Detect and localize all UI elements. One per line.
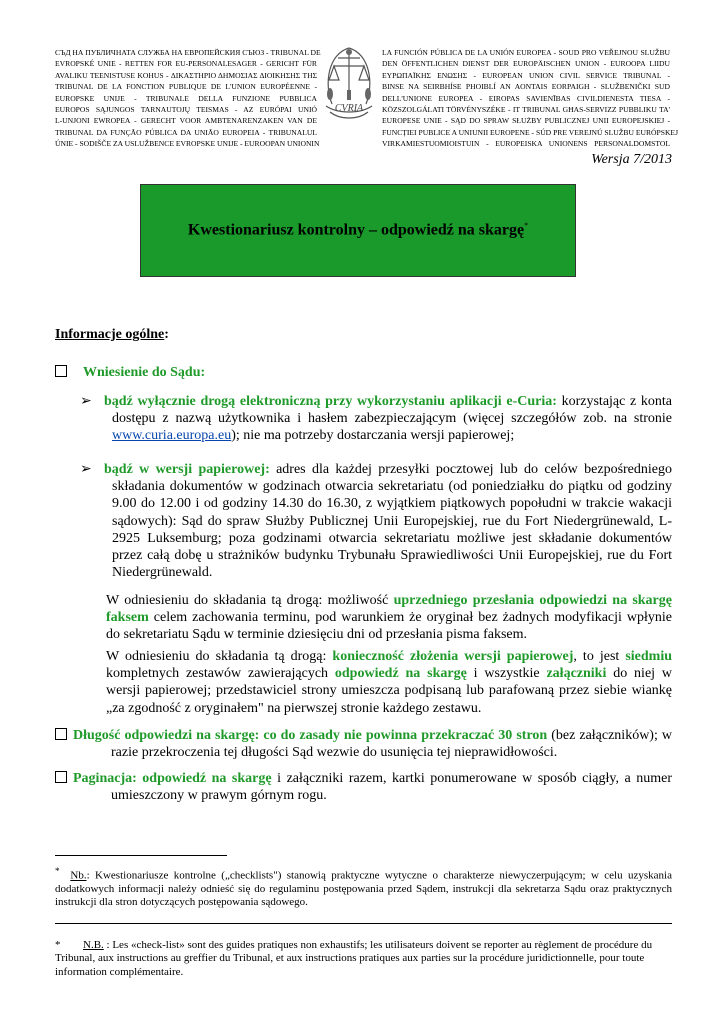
section-heading-text: Informacje ogólne [55,327,165,342]
option-electronic-dash: - [512,394,518,409]
paper-highlight-2: siedmiu [625,649,672,664]
court-names-left [55,47,321,150]
court-name-line: FUNCȚIEI PUBLICE A UNIUNII EUROPENE - SÚD PRE VEREJNÚ SLUŽBU EURÓPSKEJ [382,127,679,137]
option-electronic-text: korzystając z konta dostępu z nazwą użytkownika i hasłem zabezpieczającym (więcej szczegółów zob. na stronie [112,394,673,427]
paper-highlight-4: załączniki [546,666,607,682]
item-pagination [55,770,672,804]
option-paper [104,461,672,581]
item-length-highlight: Długość odpowiedzi na skargę: co do zasady nie powinna przekraczać 30 stron [73,728,548,743]
paper-highlight-3: odpowiedź na skargę [334,666,467,682]
emblem-text: CVRIA [334,103,364,114]
option-electronic-lead: bądź wyłącznie drogą elektroniczną przy wykorzystaniu aplikacji e [104,394,513,409]
footnote-divider [55,855,227,856]
paper-text-3: kompletnych zestawów zawierających [106,666,335,682]
item-length-text: (bez załączników); w razie przekroczenia tej długości Sąd wezwie do usunięcia tej nieprawidłowości. [111,728,673,761]
court-name-line: TRIBUNAL DE LA FONCTION PUBLIQUE DE L'UNION EUROPÉENNE - [55,82,317,92]
section-heading-colon: : [164,327,169,342]
paper-copies-paragraph [106,648,672,717]
court-name-line: EUROPSKE UNIJE - TRIBUNALE DELLA FUNZIONE PUBBLICA [55,93,317,103]
section-heading [55,326,169,343]
court-name-line: KÖZSZOLGÁLATI TÖRVÉNYSZÉKE - IT TRIBUNAL GĦAS-SERVIZZ PUBBLIKU TA' [382,105,670,115]
court-name-line: EUROPESE UNIE - SĄD DO SPRAW SŁUŻBY PUBLICZNEJ UNII EUROPEJSKIEJ - [382,116,670,126]
fax-highlight: uprzedniego przesłania odpowiedzi na skargę faksem [106,593,672,626]
item-pagination-highlight: Paginacja: odpowiedź na skargę [73,771,272,786]
footnote-label: Nb. [70,869,87,882]
court-name-line: EUROPOS SĄJUNGOS TARNAUTOJŲ TEISMAS - AZ EURÓPAI UNIÓ [55,105,317,115]
court-name-line: BINSE NA SEIRBHÍSE PHOIBLÍ AN AONTAIS EORPAIGH - SLUŽBENIČKI SUD [382,82,670,92]
item-filing [55,364,205,381]
option-electronic-lead2: Curia: [517,394,557,409]
fax-text-1: W odniesieniu do składania tą drogą: możliwość [106,593,394,608]
footnote-polish [55,865,672,910]
version-label: Wersja 7/2013 [591,152,672,167]
option-paper-text: adres dla każdej przesyłki pocztowej lub do celów bezpośredniego składania dokumentów w godzinach otwarcia sekretariatu (od poniedziałku do piątku od godziny 9.00 do 12.00 i od godziny 14.30 do 16.30, z wyjątkiem piątkowych popołudni w trakcie wakacji sądowych): Sąd do spraw Służby Publicznej Unii Europejskiej, rue du Fort Niedergrünewald, L-2925 Luksemburg; poza godzinami otwarcia sekretariatu możliwe jest składanie dokumentów przez całą dobę u strażników budynku Trybunału Sprawiedliwości Unii Europejskiej, rue du Fort Niedergrünewald. [112,462,672,581]
footnote-french [55,939,672,979]
court-name-line: VIRKAMIESTUOMIOISTUIN - EUROPEISKA UNIONENS PERSONALDOMSTOL [382,139,670,149]
arrow-bullet-icon: ➢ [80,462,92,477]
fax-paragraph [106,592,672,644]
footnote-fr-text: : Les «check-list» sont des guides pratiques non exhaustifs; les utilisateurs doivent se reporter au règlement de procédure du Tribunal, aux instructions au greffier du Tribunal, et aux instructions pratiques aux parties sur la procédure juridictionnelle, pour toute information complémentaire. [55,939,653,978]
item-pagination-text: i załączniki razem, kartki ponumerowane w sposób ciągły, a numer umieszczony w prawym górnym rogu. [111,771,672,804]
paper-highlight-1: konieczność złożenia wersji papierowej [332,649,574,664]
court-names-right [382,47,679,150]
title-text: Kwestionariusz kontrolny – odpowiedź na skargę [187,221,525,239]
arrow-bullet-icon: ➢ [80,394,92,409]
paper-text-4: i wszystkie [466,666,547,682]
court-name-line: LA FUNCIÓN PÚBLICA DE LA UNIÓN EUROPEA - SOUD PRO VEŘEJNOU SLUŽBU [382,48,670,57]
court-name-line: TRIBUNAL DA FUNÇÃO PÚBLICA DA UNIÃO EUROPEIA - TRIBUNALUL [55,127,317,137]
checkbox-icon[interactable] [55,365,67,377]
option-electronic-text-end: ); nie ma potrzeby dostarczania wersji papierowej; [231,428,515,444]
checkbox-icon[interactable] [55,771,67,783]
paper-text-5: do niej w wersji papierowej; przedstawiciel strony umieszcza podpisaną lub parafowaną przez siebie wiankę „za zgodność z oryginałem" na pierwszej stronie każdego zestawu. [106,666,672,716]
court-name-line: ΕΥΡΩΠΑΪΚΗΣ ΕΝΩΣΗΣ - EUROPEAN UNION CIVIL SERVICE TRIBUNAL - [382,70,670,80]
court-name-line: DELL'UNIONE EUROPEA - EIROPAS SAVIENĪBAS CIVILDIENESTA TIESA - [382,93,670,103]
court-name-line: DEN ÖFFENTLICHEN DIENST DER EUROPÄISCHEN UNION - EUROOPA LIIDU [382,59,670,69]
footnote-marker: * [55,866,60,876]
footnote-fr-label: N.B. [83,939,104,951]
court-name-line: СЪД НА ПУБЛИЧНАТА СЛУЖБА НА ЕВРОПЕЙСКИЯ СЪЮЗ - TRIBUNAL DE [55,48,321,57]
page-title [188,221,528,239]
court-name-line: L-UNJONI EWROPEA - GERECHT VOOR AMBTENARENZAKEN VAN DE [55,116,317,126]
curia-emblem [318,44,380,132]
option-electronic [104,393,673,445]
paper-text-2: , to jest [573,649,626,664]
checkbox-icon[interactable] [55,728,67,740]
curia-link[interactable]: www.curia.europa.eu [112,428,232,444]
footnote-fr-marker: * [55,939,61,951]
court-name-line: EVROPSKÉ UNIE - RETTEN FOR EU-PERSONALESAGER - GERICHT FÜR [55,59,317,69]
footnote-text: : Kwestionariusze kontrolne („checklists") stanowią praktyczne wytyczne o charakterze niewyczerpującym; w celu uzyskania dodatkowych informacji należy odnieść się do regulaminu postępowania przed Sądem, instrukcji dla sekretarza Sądu oraz praktycznych instrukcji dla stron dotyczących postępowania sądowego. [55,869,672,909]
option-paper-lead: bądź w wersji papierowej: [104,462,270,477]
footnote-divider-2 [55,923,672,924]
item-length [55,727,672,761]
title-box [140,184,576,277]
paper-text-1: W odniesieniu do składania tą drogą: [106,649,333,664]
title-footnote-marker: * [524,221,529,231]
court-name-line: ÚNIE - SODIŠČE ZA USLUŽBENCE EVROPSKE UNIJE - EUROOPAN UNIONIN [55,139,320,149]
fax-text-2: celem zachowania terminu, pod warunkiem że oryginał bez żadnych modyfikacji wpłynie do sekretariatu Sądu w terminie dziesięciu dni od przesłania pisma faksem. [106,610,672,643]
court-name-line: AVALIKU TEENISTUSE KOHUS - ΔΙΚΑΣΤΗΡΙΟ ΔΗΜΟΣΙΑΣ ΔΙΟΙΚΗΣΗΣ ΤΗΣ [55,70,317,80]
item-filing-label: Wniesienie do Sądu: [83,365,206,380]
